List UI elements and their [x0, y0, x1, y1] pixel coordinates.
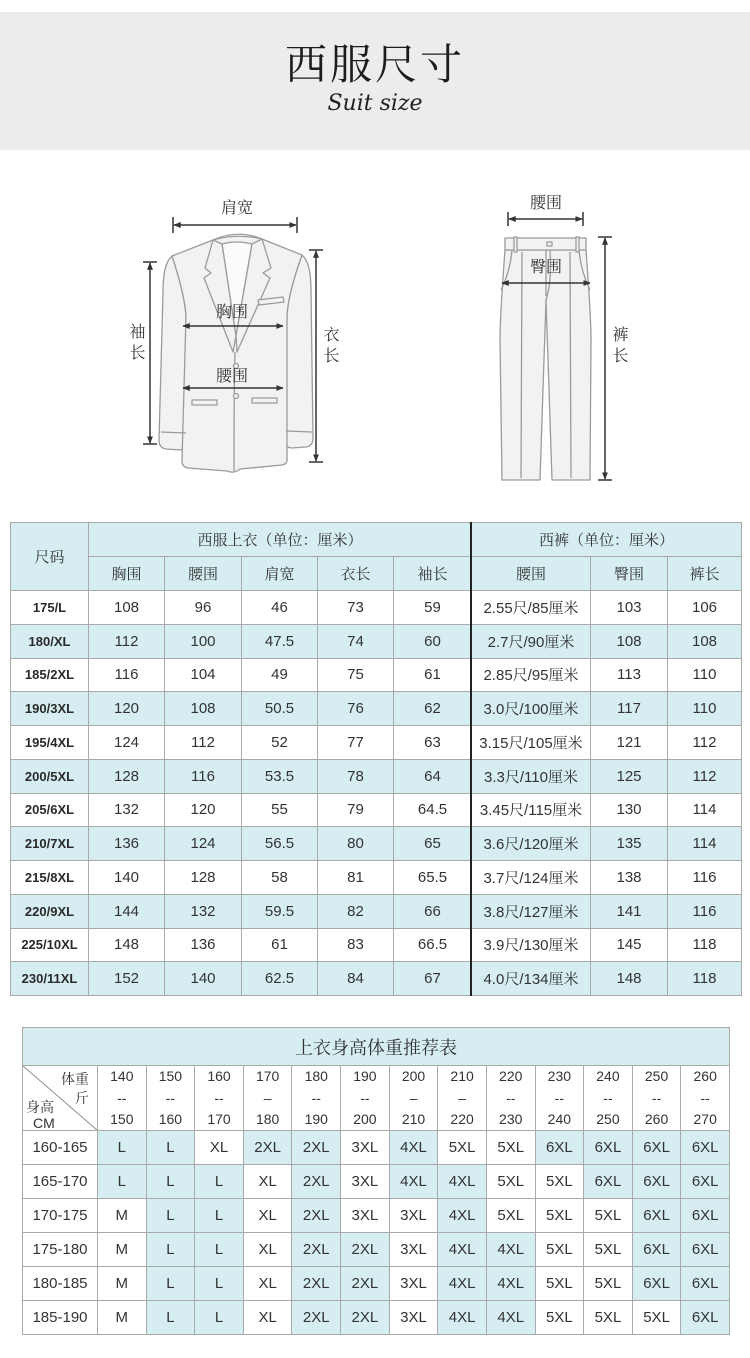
- jacket-button-bottom: [234, 394, 239, 399]
- recommended-size-cell: XL: [244, 1165, 292, 1198]
- measurement-cell: 110: [668, 692, 741, 725]
- measurement-cell: 138: [591, 861, 667, 894]
- recommended-size-cell: 3XL: [341, 1131, 389, 1164]
- recommended-size-cell: L: [147, 1131, 195, 1164]
- weight-range-sep: –: [409, 1089, 418, 1106]
- measurement-cell: 116: [165, 760, 241, 793]
- recommended-size-cell: 5XL: [536, 1199, 584, 1232]
- measurement-cell: 4.0尺/134厘米: [472, 962, 590, 995]
- weight-range-to: 160: [158, 1111, 183, 1127]
- weight-range-header: [584, 1066, 632, 1130]
- recommended-size-cell: 3XL: [341, 1165, 389, 1198]
- height-range-cell: 165-170: [23, 1165, 97, 1198]
- recommend-table-title: 上衣身高体重推荐表: [23, 1028, 729, 1065]
- recommended-size-cell: 2XL: [341, 1233, 389, 1266]
- recommended-size-cell: L: [195, 1301, 243, 1334]
- weight-range-to: 220: [450, 1111, 474, 1127]
- measurement-cell: 108: [668, 625, 741, 658]
- recommended-size-cell: 2XL: [292, 1233, 340, 1266]
- recommended-size-cell: 2XL: [292, 1199, 340, 1232]
- recommended-size-cell: 5XL: [536, 1233, 584, 1266]
- page-subtitle: Suit size: [327, 91, 423, 116]
- shoulder-width-label: 肩宽: [220, 200, 254, 217]
- measurement-cell: 104: [165, 659, 241, 692]
- recommended-size-cell: 5XL: [487, 1199, 535, 1232]
- measurement-cell: 46: [242, 591, 317, 624]
- size-cell: 190/3XL: [11, 692, 88, 725]
- weight-range-from: 220: [499, 1068, 523, 1084]
- weight-range-sep: --: [214, 1089, 224, 1106]
- recommended-size-cell: L: [147, 1199, 195, 1232]
- left-pocket-flap: [192, 400, 217, 405]
- weight-range-header: [390, 1066, 438, 1130]
- measurement-cell: 62: [394, 692, 471, 725]
- recommended-size-cell: M: [98, 1233, 146, 1266]
- recommended-size-cell: 5XL: [584, 1267, 632, 1300]
- measurement-cell: 82: [318, 895, 393, 928]
- measurement-cell: 79: [318, 794, 393, 827]
- size-cell: 215/8XL: [11, 861, 88, 894]
- jacket-waist-label: 腰围: [215, 368, 249, 385]
- recommended-size-cell: 2XL: [244, 1131, 292, 1164]
- weight-range-header: [292, 1066, 340, 1130]
- recommended-size-cell: 4XL: [390, 1131, 438, 1164]
- diagonal-header-cell: [23, 1066, 97, 1130]
- measurement-cell: 130: [591, 794, 667, 827]
- measurement-cell: 117: [591, 692, 667, 725]
- recommended-size-cell: L: [195, 1267, 243, 1300]
- recommended-size-cell: L: [195, 1199, 243, 1232]
- recommended-size-cell: 6XL: [633, 1199, 681, 1232]
- recommended-size-cell: 4XL: [487, 1267, 535, 1300]
- measurement-cell: 112: [89, 625, 164, 658]
- weight-range-from: 260: [693, 1068, 717, 1084]
- measurement-cell: 136: [165, 929, 241, 962]
- measurement-cell: 116: [668, 895, 741, 928]
- weight-range-from: 140: [110, 1068, 134, 1084]
- recommended-size-cell: 6XL: [681, 1301, 729, 1334]
- weight-range-header: [244, 1066, 292, 1130]
- measurement-cell: 136: [89, 827, 164, 860]
- sleeve-length-label: 袖长: [127, 323, 144, 365]
- recommended-size-cell: 6XL: [681, 1267, 729, 1300]
- weight-range-from: 210: [450, 1068, 474, 1084]
- weight-range-to: 200: [353, 1111, 377, 1127]
- weight-range-from: 200: [401, 1068, 426, 1084]
- height-label: 身高: [26, 1099, 54, 1115]
- size-cell: 185/2XL: [11, 659, 88, 692]
- weight-range-to: 170: [207, 1111, 231, 1127]
- measurement-cell: 78: [318, 760, 393, 793]
- recommended-size-cell: M: [98, 1301, 146, 1334]
- size-cell: 225/10XL: [11, 929, 88, 962]
- col-header-jacket-length: 衣长: [318, 557, 393, 590]
- recommended-size-cell: XL: [244, 1199, 292, 1232]
- recommended-size-cell: 6XL: [681, 1199, 729, 1232]
- weight-range-sep: --: [165, 1089, 176, 1106]
- size-cell: 205/6XL: [11, 794, 88, 827]
- measurement-cell: 100: [165, 625, 241, 658]
- measurement-cell: 61: [394, 659, 471, 692]
- recommended-size-cell: 2XL: [341, 1301, 389, 1334]
- weight-range-sep: --: [117, 1089, 127, 1106]
- recommended-size-cell: 6XL: [633, 1267, 681, 1300]
- weight-range-sep: --: [700, 1089, 710, 1106]
- measurement-cell: 76: [318, 692, 393, 725]
- measurement-cell: 52: [242, 726, 317, 759]
- measurement-cell: 118: [668, 962, 741, 995]
- weight-range-sep: --: [311, 1089, 321, 1106]
- jacket-length-label: 衣长: [321, 326, 338, 368]
- weight-range-header: [633, 1066, 681, 1130]
- recommended-size-cell: 4XL: [390, 1165, 438, 1198]
- recommended-size-cell: 5XL: [487, 1131, 535, 1164]
- measurement-cell: 152: [89, 962, 164, 995]
- recommended-size-cell: L: [195, 1233, 243, 1266]
- recommended-size-cell: L: [147, 1301, 195, 1334]
- recommended-size-cell: 3XL: [390, 1301, 438, 1334]
- recommended-size-cell: 6XL: [584, 1131, 632, 1164]
- measurement-cell: 63: [394, 726, 471, 759]
- measurement-cell: 2.85尺/95厘米: [472, 659, 590, 692]
- measurement-cell: 121: [591, 726, 667, 759]
- recommended-size-cell: 5XL: [536, 1301, 584, 1334]
- recommended-size-cell: 6XL: [633, 1165, 681, 1198]
- table-group-divider: [470, 522, 472, 996]
- measurement-cell: 114: [668, 827, 741, 860]
- recommended-size-cell: 2XL: [292, 1165, 340, 1198]
- weight-range-sep: --: [554, 1089, 564, 1106]
- measurement-cell: 135: [591, 827, 667, 860]
- recommended-size-cell: 2XL: [341, 1267, 389, 1300]
- measurement-cell: 55: [242, 794, 317, 827]
- measurement-cell: 47.5: [242, 625, 317, 658]
- measurement-cell: 140: [165, 962, 241, 995]
- measurement-cell: 75: [318, 659, 393, 692]
- measurement-cell: 116: [89, 659, 164, 692]
- height-unit: CM: [33, 1115, 55, 1130]
- recommended-size-cell: L: [147, 1267, 195, 1300]
- pants-group-header: 西裤（单位：厘米）: [472, 523, 741, 556]
- size-cell: 175/L: [11, 591, 88, 624]
- recommended-size-cell: 4XL: [487, 1301, 535, 1334]
- recommended-size-cell: 4XL: [438, 1199, 486, 1232]
- recommended-size-cell: 5XL: [584, 1233, 632, 1266]
- recommended-size-cell: 6XL: [633, 1131, 681, 1164]
- weight-range-header: [195, 1066, 243, 1130]
- weight-range-from: 190: [353, 1068, 377, 1084]
- measurement-cell: 65: [394, 827, 471, 860]
- recommended-size-cell: 2XL: [292, 1301, 340, 1334]
- recommended-size-cell: 2XL: [292, 1131, 340, 1164]
- recommended-size-cell: 4XL: [438, 1301, 486, 1334]
- measurement-cell: 141: [591, 895, 667, 928]
- weight-range-from: 150: [158, 1068, 183, 1084]
- measurement-cell: 81: [318, 861, 393, 894]
- measurement-cell: 125: [591, 760, 667, 793]
- recommended-size-cell: 6XL: [633, 1233, 681, 1266]
- measurement-cell: 148: [591, 962, 667, 995]
- measurement-cell: 110: [668, 659, 741, 692]
- col-header-pants-waist: 腰围: [472, 557, 590, 590]
- col-header-hip: 臀围: [591, 557, 667, 590]
- recommended-size-cell: 6XL: [681, 1165, 729, 1198]
- measurement-cell: 96: [165, 591, 241, 624]
- weight-range-to: 210: [401, 1111, 426, 1127]
- weight-range-header: [681, 1066, 729, 1130]
- measurement-cell: 113: [591, 659, 667, 692]
- col-header-jacket-waist: 腰围: [165, 557, 241, 590]
- weight-range-header: [341, 1066, 389, 1130]
- recommended-size-cell: 6XL: [584, 1165, 632, 1198]
- col-header-sleeve: 袖长: [394, 557, 471, 590]
- weight-range-from: 170: [255, 1068, 280, 1084]
- recommended-size-cell: 5XL: [584, 1199, 632, 1232]
- recommended-size-cell: 3XL: [390, 1199, 438, 1232]
- measurement-cell: 118: [668, 929, 741, 962]
- recommended-size-cell: XL: [195, 1131, 243, 1164]
- chest-label: 胸围: [215, 304, 249, 321]
- measurement-cell: 108: [165, 692, 241, 725]
- recommended-size-cell: 3XL: [390, 1233, 438, 1266]
- measurement-cell: 2.55尺/85厘米: [472, 591, 590, 624]
- measurement-cell: 132: [165, 895, 241, 928]
- recommended-size-cell: XL: [244, 1301, 292, 1334]
- recommended-size-cell: L: [98, 1131, 146, 1164]
- hip-label: 臀围: [529, 259, 563, 276]
- col-header-shoulder: 肩宽: [242, 557, 317, 590]
- weight-range-from: 160: [207, 1068, 231, 1084]
- measurement-cell: 74: [318, 625, 393, 658]
- measurement-cell: 80: [318, 827, 393, 860]
- height-range-cell: 175-180: [23, 1233, 97, 1266]
- measurement-cell: 83: [318, 929, 393, 962]
- size-cell: 210/7XL: [11, 827, 88, 860]
- measurement-cell: 145: [591, 929, 667, 962]
- measurement-cell: 124: [89, 726, 164, 759]
- weight-range-from: 230: [547, 1068, 572, 1084]
- measurement-cell: 3.7尺/124厘米: [472, 861, 590, 894]
- size-header: 尺码: [11, 523, 88, 590]
- recommended-size-cell: 5XL: [536, 1165, 584, 1198]
- weight-range-to: 240: [547, 1111, 572, 1127]
- measurement-cell: 59: [394, 591, 471, 624]
- measurement-cell: 60: [394, 625, 471, 658]
- measurement-cell: 140: [89, 861, 164, 894]
- right-pocket-flap: [252, 398, 277, 403]
- weight-range-to: 150: [110, 1111, 134, 1127]
- weight-range-from: 250: [644, 1068, 669, 1084]
- weight-range-from: 180: [304, 1068, 328, 1084]
- measurement-cell: 3.9尺/130厘米: [472, 929, 590, 962]
- measurement-cell: 59.5: [242, 895, 317, 928]
- recommended-size-cell: 3XL: [341, 1199, 389, 1232]
- weight-range-header: [487, 1066, 535, 1130]
- size-cell: 195/4XL: [11, 726, 88, 759]
- weight-range-to: 230: [499, 1111, 523, 1127]
- weight-range-header: [536, 1066, 584, 1130]
- measurement-cell: 84: [318, 962, 393, 995]
- col-header-chest: 胸围: [89, 557, 164, 590]
- recommended-size-cell: 2XL: [292, 1267, 340, 1300]
- weight-range-sep: –: [458, 1089, 466, 1106]
- recommended-size-cell: 5XL: [536, 1267, 584, 1300]
- measurement-cell: 64: [394, 760, 471, 793]
- measurement-cell: 73: [318, 591, 393, 624]
- height-range-cell: 180-185: [23, 1267, 97, 1300]
- measurement-cell: 77: [318, 726, 393, 759]
- measurement-cell: 128: [89, 760, 164, 793]
- weight-range-to: 180: [255, 1111, 280, 1127]
- recommended-size-cell: L: [195, 1165, 243, 1198]
- measurement-cell: 53.5: [242, 760, 317, 793]
- jacket-drawing: [159, 234, 313, 472]
- weight-unit: 斤: [75, 1090, 89, 1106]
- measurement-cell: 108: [591, 625, 667, 658]
- measurement-cell: 56.5: [242, 827, 317, 860]
- measurement-cell: 114: [668, 794, 741, 827]
- weight-range-sep: --: [360, 1089, 370, 1106]
- measurement-cell: 50.5: [242, 692, 317, 725]
- weight-range-sep: --: [651, 1089, 662, 1106]
- recommended-size-cell: 5XL: [438, 1131, 486, 1164]
- jacket-group-header: 西服上衣（单位：厘米）: [89, 523, 471, 556]
- measurement-cell: 144: [89, 895, 164, 928]
- measurement-cell: 3.3尺/110厘米: [472, 760, 590, 793]
- weight-range-to: 270: [693, 1111, 717, 1127]
- measurement-cell: 3.0尺/100厘米: [472, 692, 590, 725]
- size-cell: 180/XL: [11, 625, 88, 658]
- measurement-cell: 66: [394, 895, 471, 928]
- measurement-cell: 61: [242, 929, 317, 962]
- weight-range-header: [438, 1066, 486, 1130]
- weight-range-header: [98, 1066, 146, 1130]
- recommended-size-cell: 6XL: [536, 1131, 584, 1164]
- recommended-size-cell: L: [98, 1165, 146, 1198]
- recommended-size-cell: 4XL: [487, 1233, 535, 1266]
- recommended-size-cell: 3XL: [390, 1267, 438, 1300]
- measurement-cell: 3.6尺/120厘米: [472, 827, 590, 860]
- recommended-size-cell: 4XL: [438, 1267, 486, 1300]
- measurement-cell: 64.5: [394, 794, 471, 827]
- measurement-cell: 103: [591, 591, 667, 624]
- weight-range-sep: –: [263, 1089, 272, 1106]
- page-title: 西服尺寸: [284, 41, 465, 88]
- measurement-cell: 112: [668, 760, 741, 793]
- recommended-size-cell: 6XL: [681, 1131, 729, 1164]
- measurement-cell: 112: [165, 726, 241, 759]
- recommended-size-cell: XL: [244, 1267, 292, 1300]
- weight-range-to: 190: [304, 1111, 328, 1127]
- measurement-cell: 128: [165, 861, 241, 894]
- measurement-cell: 148: [89, 929, 164, 962]
- pants-length-label: 裤长: [610, 326, 627, 368]
- garment-diagram: [0, 155, 750, 495]
- height-range-cell: 160-165: [23, 1131, 97, 1164]
- measurement-cell: 3.8尺/127厘米: [472, 895, 590, 928]
- measurement-cell: 3.45尺/115厘米: [472, 794, 590, 827]
- measurement-cell: 124: [165, 827, 241, 860]
- recommended-size-cell: 5XL: [584, 1301, 632, 1334]
- measurement-cell: 120: [165, 794, 241, 827]
- size-table: [10, 522, 742, 996]
- measurement-cell: 2.7尺/90厘米: [472, 625, 590, 658]
- recommended-size-cell: M: [98, 1267, 146, 1300]
- measurement-cell: 108: [89, 591, 164, 624]
- col-header-pants-length: 裤长: [668, 557, 741, 590]
- recommended-size-cell: XL: [244, 1233, 292, 1266]
- measurement-cell: 67: [394, 962, 471, 995]
- height-range-cell: 170-175: [23, 1199, 97, 1232]
- measurement-cell: 120: [89, 692, 164, 725]
- size-cell: 230/11XL: [11, 962, 88, 995]
- measurement-cell: 65.5: [394, 861, 471, 894]
- weight-range-to: 260: [644, 1111, 669, 1127]
- height-weight-table: [22, 1027, 730, 1335]
- recommended-size-cell: 4XL: [438, 1233, 486, 1266]
- recommended-size-cell: L: [147, 1233, 195, 1266]
- pants-waist-label: 腰围: [529, 195, 563, 212]
- size-cell: 200/5XL: [11, 760, 88, 793]
- waist-button: [547, 242, 552, 246]
- measurement-cell: 106: [668, 591, 741, 624]
- weight-range-sep: --: [506, 1089, 516, 1106]
- measurement-cell: 66.5: [394, 929, 471, 962]
- measurement-cell: 132: [89, 794, 164, 827]
- weight-range-to: 250: [596, 1111, 620, 1127]
- recommended-size-cell: 4XL: [438, 1165, 486, 1198]
- size-cell: 220/9XL: [11, 895, 88, 928]
- measurement-cell: 58: [242, 861, 317, 894]
- recommended-size-cell: 5XL: [633, 1301, 681, 1334]
- recommended-size-cell: L: [147, 1165, 195, 1198]
- weight-range-header: [147, 1066, 195, 1130]
- measurement-cell: 62.5: [242, 962, 317, 995]
- measurement-cell: 49: [242, 659, 317, 692]
- recommended-size-cell: M: [98, 1199, 146, 1232]
- weight-range-from: 240: [596, 1068, 620, 1084]
- recommended-size-cell: 5XL: [487, 1165, 535, 1198]
- weight-range-sep: --: [603, 1089, 613, 1106]
- measurement-cell: 3.15尺/105厘米: [472, 726, 590, 759]
- weight-label: 体重: [61, 1071, 89, 1087]
- measurement-cell: 116: [668, 861, 741, 894]
- measurement-cell: 112: [668, 726, 741, 759]
- recommended-size-cell: 6XL: [681, 1233, 729, 1266]
- height-range-cell: 185-190: [23, 1301, 97, 1334]
